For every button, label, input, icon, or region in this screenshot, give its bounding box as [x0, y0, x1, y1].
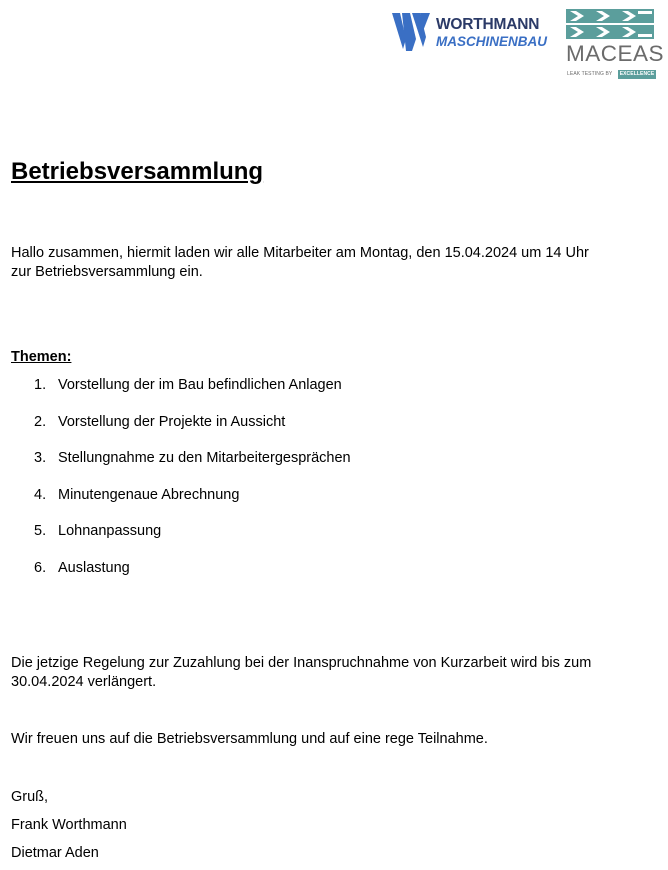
document-title: Betriebsversammlung	[11, 158, 264, 185]
topics-heading: Themen:	[11, 349, 72, 365]
topic-text: Stellungnahme zu den Mitarbeitergesprächen	[58, 450, 351, 466]
intro-paragraph: Hallo zusammen, hiermit laden wir alle Mitarbeiter am Montag, den 15.04.2024 um 14 Uhr zur Betriebsversammlung ein.	[11, 245, 589, 280]
worthmann-logo	[390, 9, 560, 53]
topic-text: Lohnanpassung	[58, 523, 162, 539]
topic-number: 1.	[34, 377, 47, 393]
worthmann-w-logo-icon	[390, 9, 432, 53]
topic-text: Vorstellung der im Bau befindlichen Anlagen	[58, 377, 342, 393]
maceas-logo-name: MACEAS	[566, 41, 665, 66]
greeting: Gruß,	[11, 789, 49, 805]
topic-text: Minutengenaue Abrechnung	[58, 486, 240, 503]
kurzarbeit-paragraph: Die jetzige Regelung zur Zuzahlung bei der Inanspruchnahme von Kurzarbeit wird bis zum 30.04.2024 verlängert.	[11, 655, 592, 690]
worthmann-logo-subtitle: MASCHINENBAU	[436, 34, 547, 49]
topic-text: Vorstellung der Projekte in Aussicht	[58, 413, 286, 430]
topic-number: 2.	[34, 413, 47, 430]
topic-number: 6.	[34, 559, 47, 576]
maceas-chevron-logo-icon	[566, 9, 658, 41]
topic-text: Auslastung	[58, 559, 130, 576]
signatory-name: Dietmar Aden	[11, 845, 99, 861]
signatory-name: Frank Worthmann	[11, 817, 127, 833]
maceas-logo	[566, 9, 665, 81]
worthmann-logo-name: WORTHMANN	[436, 16, 540, 33]
topic-number: 3.	[34, 450, 47, 466]
maceas-tagline-highlight: EXCELLENCE	[619, 71, 655, 77]
maceas-tagline-prefix: LEAK TESTING BY	[567, 71, 613, 77]
closing-paragraph: Wir freuen uns auf die Betriebsversammlung und auf eine rege Teilnahme.	[11, 731, 488, 747]
topic-number: 4.	[34, 486, 47, 503]
maceas-logo-tagline	[566, 70, 656, 79]
topic-number: 5.	[34, 523, 47, 539]
